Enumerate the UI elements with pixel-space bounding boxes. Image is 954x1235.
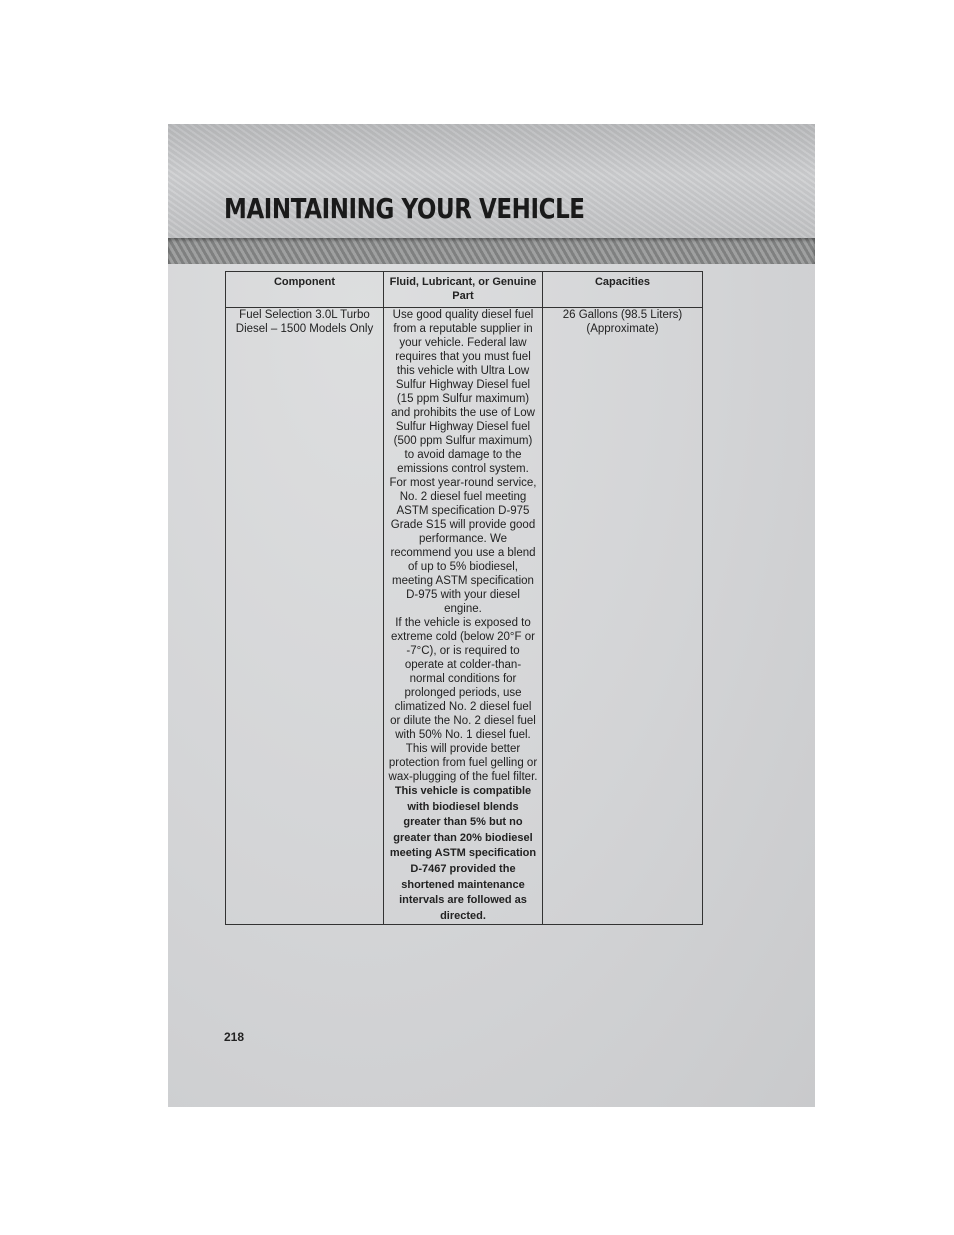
page-number: 218 <box>224 1030 245 1044</box>
header-fluid: Fluid, Lubricant, or Genuine Part <box>384 272 543 308</box>
table-row <box>226 308 703 925</box>
table-header-row <box>226 272 703 308</box>
header-stripe <box>168 238 815 264</box>
fluid-cell <box>384 308 543 925</box>
biodiesel-note: This vehicle is compatible with biodiesel blends greater than 5% but no greater than 20% biodiesel meeting ASTM specification D-7467 provided the shortened maintenance intervals are followed as directed. <box>389 785 537 922</box>
header-component: Component <box>226 272 384 308</box>
component-cell: Fuel Selection 3.0L Turbo Diesel – 1500 Models Only <box>226 308 384 925</box>
fluid-capacity-table <box>225 271 703 925</box>
section-title: MAINTAINING YOUR VEHICLE <box>224 192 585 225</box>
section-header <box>168 124 815 238</box>
fluid-description: Use good quality diesel fuel from a reputable supplier in your vehicle. Federal law requires that you must fuel this vehicle with Ultra Low Sulfur Highway Diesel fuel (15 ppm Sulfur maximum) and prohibits the use of Low Sulfur Highway Diesel fuel (500 ppm Sulfur maximum) to avoid damage to the emissions control system. For most year-round service, No. 2 diesel fuel meeting ASTM specification D-975 Grade S15 will provide good performance. We recommend you use a blend of up to 5% biodiesel, meeting ASTM specification D-975 with your diesel engine. <box>389 309 537 615</box>
manual-page <box>168 124 815 1107</box>
capacity-cell: 26 Gallons (98.5 Liters) (Approximate) <box>543 308 703 925</box>
cold-weather-note: If the vehicle is exposed to extreme cold (below 20°F or -7°C), or is required to operate at colder-than-normal conditions for prolonged periods, use climatized No. 2 diesel fuel or dilute the No. 2 diesel fuel with 50% No. 1 diesel fuel. This will provide better protection from fuel gelling or wax-plugging of the fuel filter. <box>388 617 538 783</box>
header-capacities: Capacities <box>543 272 703 308</box>
